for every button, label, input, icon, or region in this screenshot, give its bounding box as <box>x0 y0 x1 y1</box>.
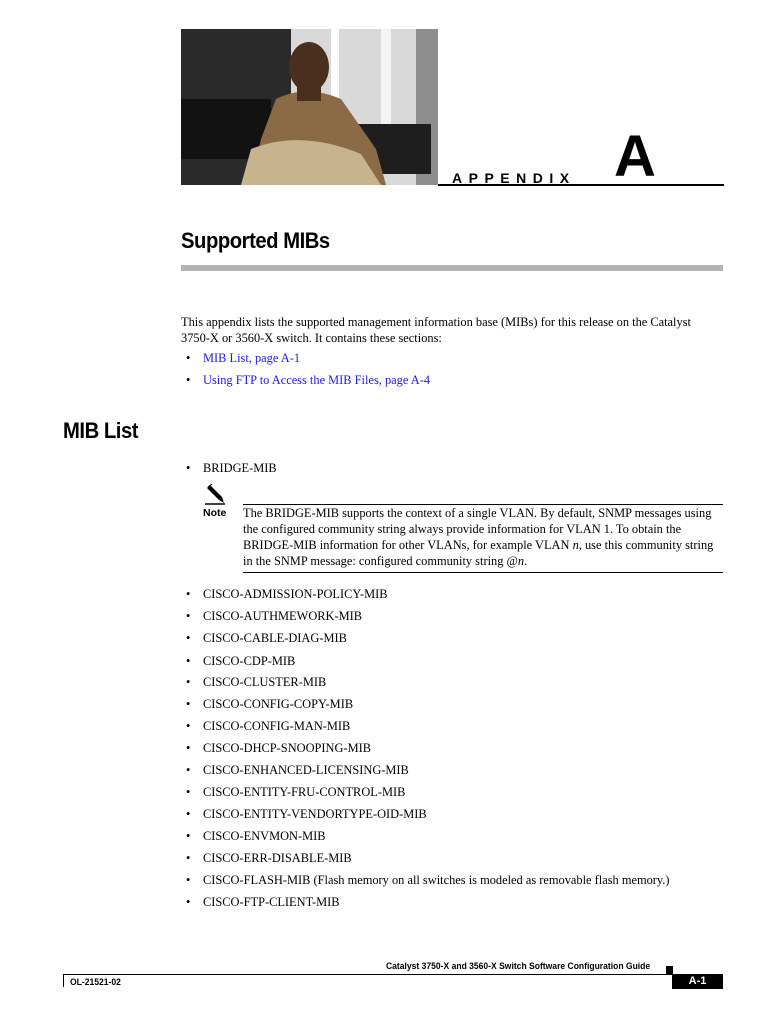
note-text <box>243 505 725 569</box>
list-item: • CISCO-ENHANCED-LICENSING-MIB <box>186 762 409 778</box>
appendix-letter: A <box>614 124 656 189</box>
note-text-part: The BRIDGE-MIB supports the context of a single VLAN. By default, SNMP messages using the configured community string always provide information for VLAN 1. To obtain the BRIDGE-MIB information for other VLANs, for example VLAN <box>243 506 712 552</box>
list-item: • CISCO-AUTHMEWORK-MIB <box>186 608 362 624</box>
list-item: • CISCO-ADMISSION-POLICY-MIB <box>186 586 388 602</box>
note-label: Note <box>203 507 227 519</box>
section-heading: MIB List <box>63 418 139 443</box>
intro-paragraph: This appendix lists the supported management information base (MIBs) for this release on the Catalyst 3750-X or 3560-X switch. It contains these sections: <box>181 315 691 345</box>
footer-doc-number: OL-21521-02 <box>70 977 121 988</box>
list-item: • CISCO-FLASH-MIB (Flash memory on all switches is modeled as removable flash memory.) <box>186 872 670 888</box>
list-item: • CISCO-CLUSTER-MIB <box>186 674 326 690</box>
footer-marker <box>666 966 673 974</box>
list-item: • CISCO-ERR-DISABLE-MIB <box>186 850 352 866</box>
note-italic-variable: n <box>572 538 579 552</box>
note-rule-bottom <box>243 572 723 573</box>
list-item: • CISCO-CDP-MIB <box>186 653 295 669</box>
list-item: • CISCO-FTP-CLIENT-MIB <box>186 894 340 910</box>
link-using-ftp[interactable]: Using FTP to Access the MIB Files, page A-4 <box>203 373 431 387</box>
person-photo-illustration <box>181 29 438 185</box>
list-item: • CISCO-ENTITY-FRU-CONTROL-MIB <box>186 784 405 800</box>
note-text-part: . <box>524 554 528 568</box>
footer-rule <box>63 974 723 975</box>
list-item: • CISCO-ENVMON-MIB <box>186 828 326 844</box>
section-list-item <box>186 350 726 372</box>
list-item: • CISCO-DHCP-SNOOPING-MIB <box>186 740 371 756</box>
list-item: • CISCO-CONFIG-MAN-MIB <box>186 718 350 734</box>
pencil-note-icon <box>203 484 227 506</box>
note-italic-variable: n <box>517 554 525 568</box>
list-item: • CISCO-CABLE-DIAG-MIB <box>186 630 347 646</box>
footer-page-number: A-1 <box>672 974 723 989</box>
list-item: • CISCO-CONFIG-COPY-MIB <box>186 696 353 712</box>
header-photo <box>181 29 438 185</box>
footer-tick <box>63 974 64 987</box>
section-list-item <box>186 372 726 394</box>
link-mib-list[interactable]: MIB List, page A-1 <box>203 351 301 365</box>
note-text-part: , use this community string in the SNMP message: configured community string @ <box>243 538 714 568</box>
footer-guide-title: Catalyst 3750-X and 3560-X Switch Software Configuration Guide <box>386 961 651 972</box>
title-rule <box>181 265 723 271</box>
page-title: Supported MIBs <box>181 228 330 253</box>
list-item: • CISCO-ENTITY-VENDORTYPE-OID-MIB <box>186 806 427 822</box>
list-item: • BRIDGE-MIB <box>186 460 277 476</box>
section-list <box>186 350 726 394</box>
appendix-label: APPENDIX <box>452 170 576 186</box>
